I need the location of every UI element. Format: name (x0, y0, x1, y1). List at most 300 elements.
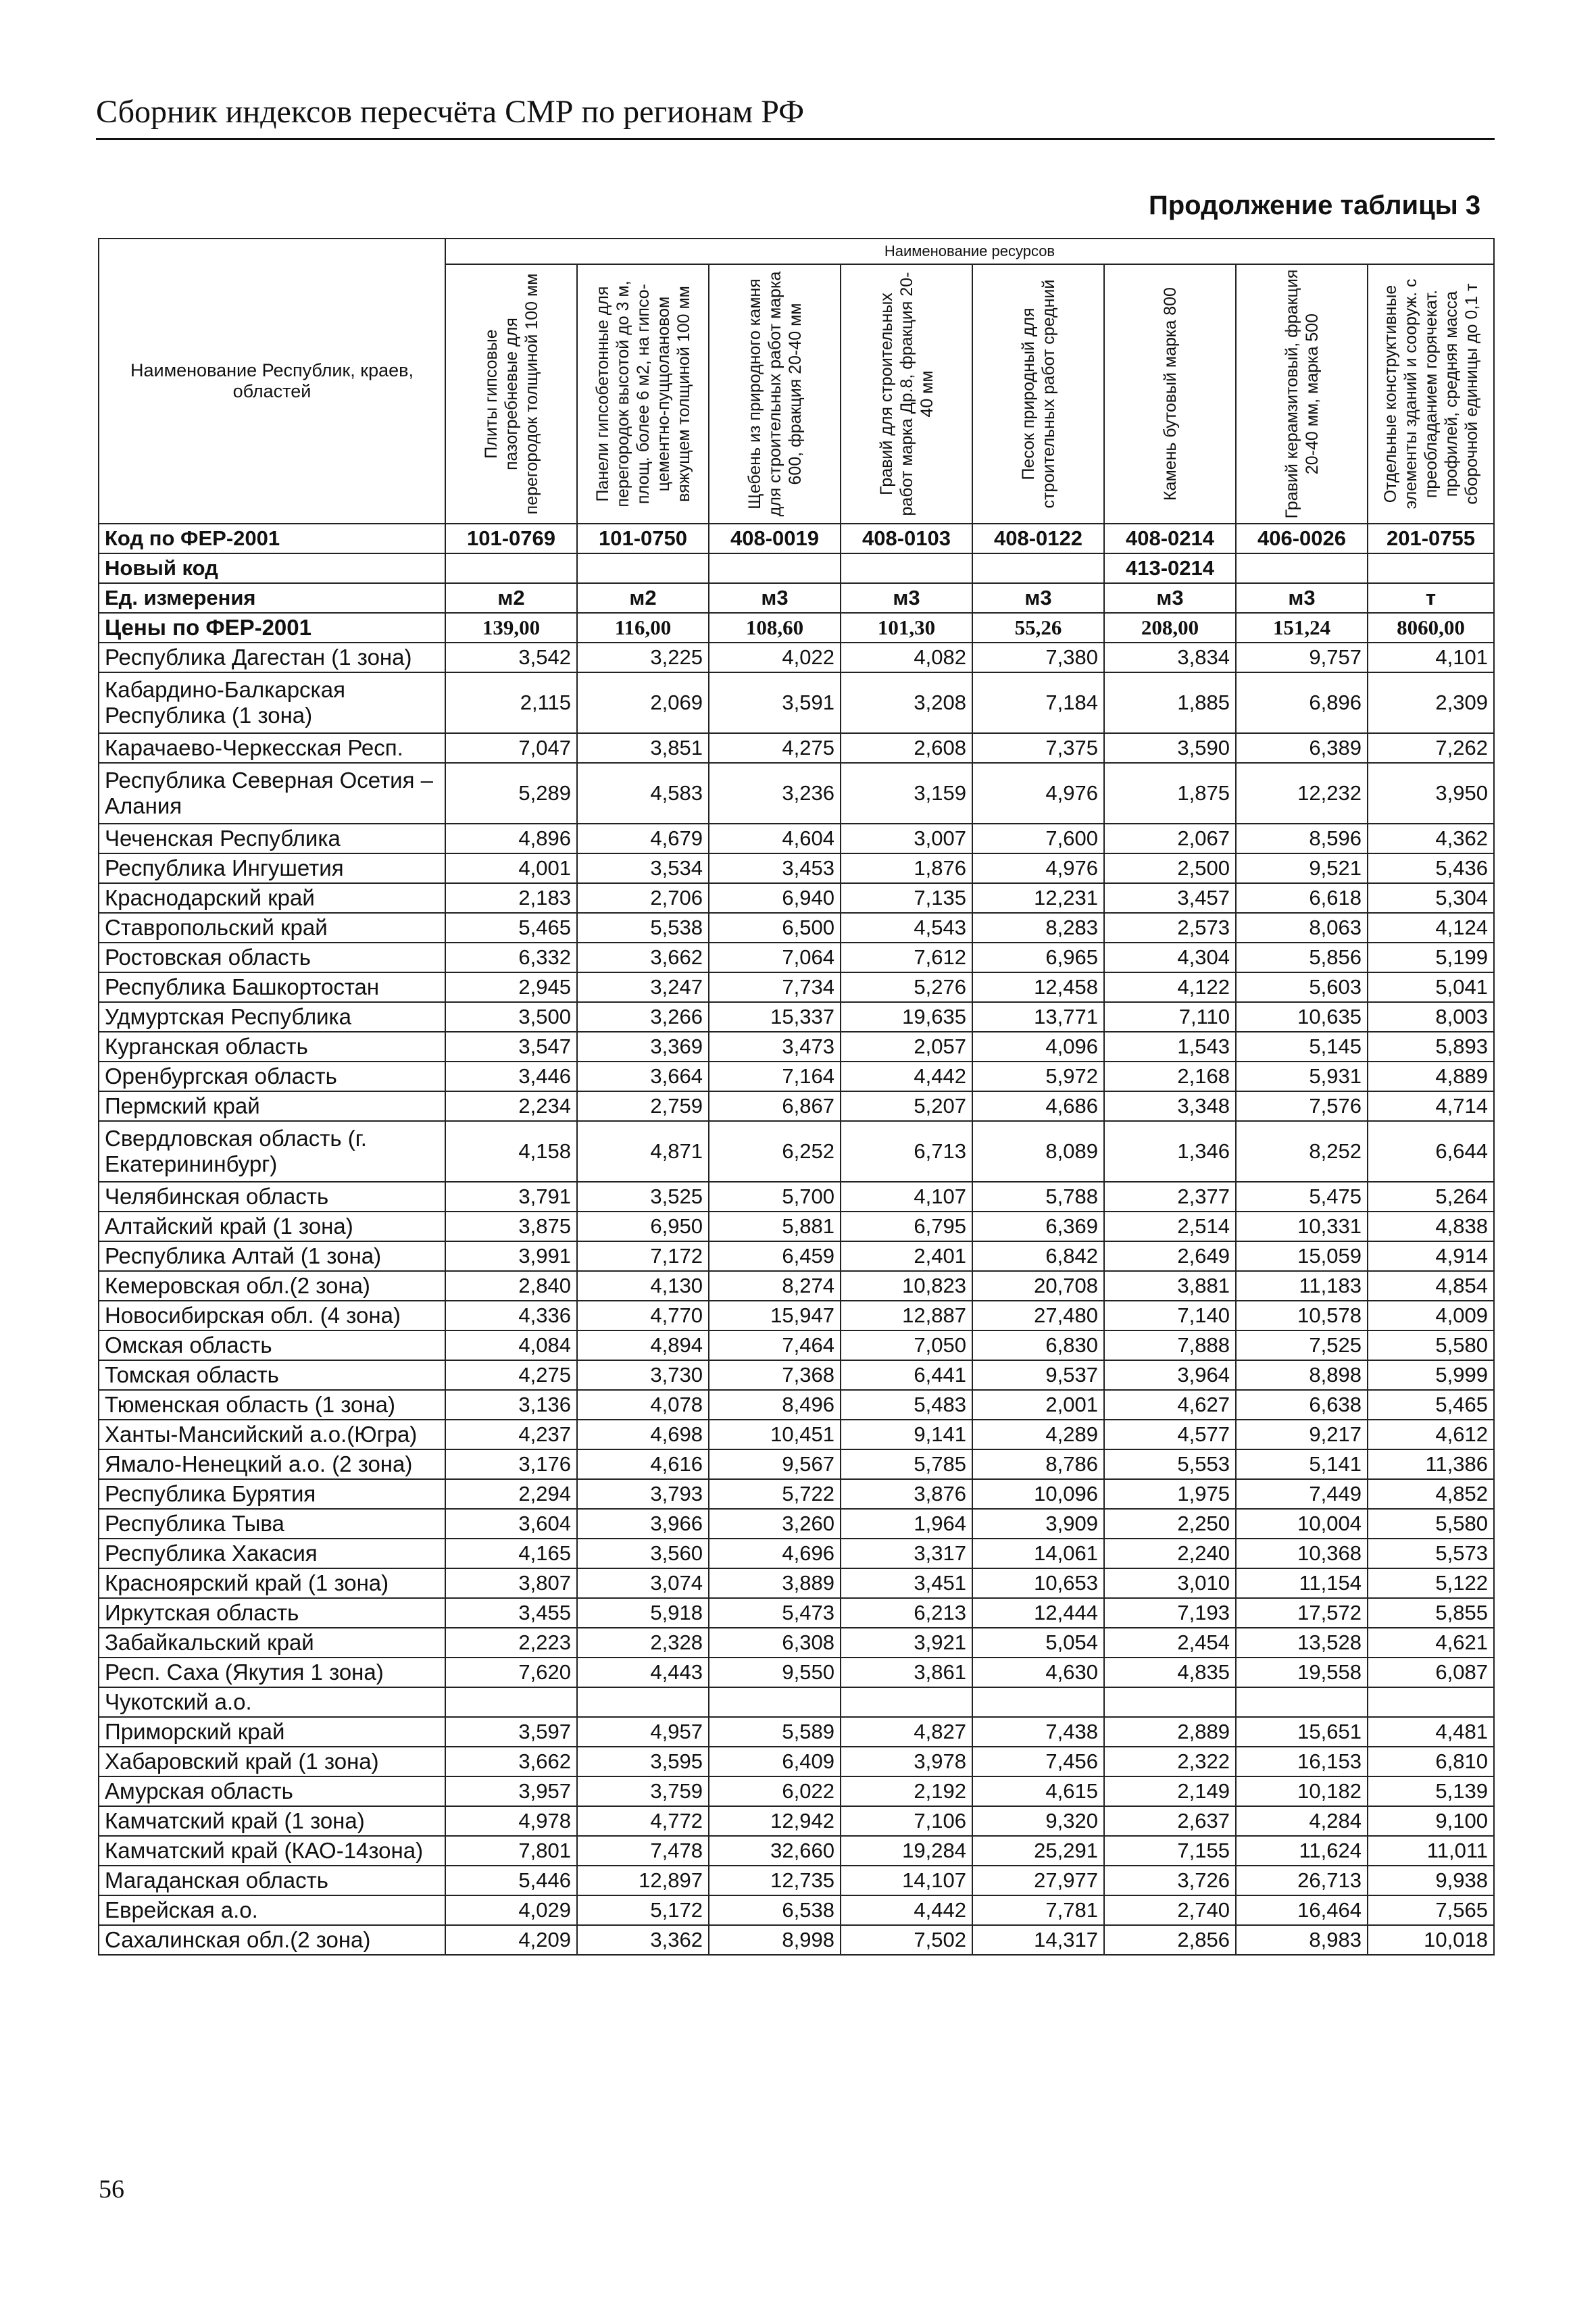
index-value-cell: 9,100 (1368, 1806, 1494, 1836)
index-value-cell: 5,304 (1368, 883, 1494, 913)
index-value-cell: 5,603 (1236, 972, 1368, 1002)
table-row (99, 1836, 1494, 1866)
index-value-cell: 12,458 (972, 972, 1104, 1002)
index-value-cell: 1,875 (1104, 763, 1236, 824)
fer-code-cell: 201-0755 (1368, 524, 1494, 553)
index-value-cell: 7,368 (709, 1360, 841, 1390)
region-name-header: Наименование Республик, краев, областей (99, 239, 445, 524)
index-value-cell: 3,604 (445, 1509, 577, 1539)
index-value-cell: 3,176 (445, 1449, 577, 1479)
index-value-cell: 2,759 (577, 1091, 709, 1121)
unit-label: Ед. измерения (99, 583, 445, 613)
region-name-cell: Республика Северная Осетия – Алания (99, 763, 445, 824)
region-name-cell: Камчатский край (КАО-14зона) (99, 1836, 445, 1866)
index-value-cell: 2,377 (1104, 1182, 1236, 1212)
index-value-cell: 5,538 (577, 913, 709, 943)
index-value-cell: 7,456 (972, 1747, 1104, 1776)
index-value-cell: 5,788 (972, 1182, 1104, 1212)
index-value-cell: 4,275 (445, 1360, 577, 1390)
index-value-cell: 6,500 (709, 913, 841, 943)
index-value-cell: 9,567 (709, 1449, 841, 1479)
index-value-cell: 9,320 (972, 1806, 1104, 1836)
index-value-cell: 2,057 (841, 1032, 972, 1062)
index-value-cell: 3,369 (577, 1032, 709, 1062)
index-value-cell: 4,852 (1368, 1479, 1494, 1509)
index-value-cell: 3,317 (841, 1539, 972, 1568)
table-row (99, 1925, 1494, 1955)
index-value-cell: 5,475 (1236, 1182, 1368, 1212)
index-value-cell: 4,009 (1368, 1301, 1494, 1330)
region-name-cell: Республика Дагестан (1 зона) (99, 643, 445, 672)
index-value-cell: 3,921 (841, 1628, 972, 1658)
index-value-cell: 6,213 (841, 1598, 972, 1628)
index-value-cell: 5,856 (1236, 943, 1368, 972)
region-name-cell: Амурская область (99, 1776, 445, 1806)
index-value-cell: 1,543 (1104, 1032, 1236, 1062)
index-value-cell: 6,369 (972, 1212, 1104, 1241)
index-value-cell: 5,573 (1368, 1539, 1494, 1568)
resource-column-header (841, 264, 972, 524)
table-row (99, 1509, 1494, 1539)
index-value-cell: 6,795 (841, 1212, 972, 1241)
index-value-cell: 32,660 (709, 1836, 841, 1866)
index-value-cell: 4,289 (972, 1420, 1104, 1449)
index-value-cell: 5,465 (445, 913, 577, 943)
index-value-cell: 4,082 (841, 643, 972, 672)
index-value-cell: 7,502 (841, 1925, 972, 1955)
region-name-cell: Челябинская область (99, 1182, 445, 1212)
index-value-cell: 8,089 (972, 1121, 1104, 1182)
index-value-cell: 3,260 (709, 1509, 841, 1539)
table-row (99, 1687, 1494, 1717)
index-value-cell: 3,074 (577, 1568, 709, 1598)
resource-column-header (1104, 264, 1236, 524)
index-value-cell: 3,791 (445, 1182, 577, 1212)
index-value-cell (709, 1687, 841, 1717)
index-value-cell: 7,172 (577, 1241, 709, 1271)
table-row (99, 1301, 1494, 1330)
table-row (99, 1002, 1494, 1032)
index-value-cell: 10,368 (1236, 1539, 1368, 1568)
index-value-cell: 2,322 (1104, 1747, 1236, 1776)
index-value-cell: 4,621 (1368, 1628, 1494, 1658)
index-value-cell: 3,455 (445, 1598, 577, 1628)
index-value-cell: 20,708 (972, 1271, 1104, 1301)
index-value-cell: 2,649 (1104, 1241, 1236, 1271)
table-row (99, 943, 1494, 972)
index-value-cell: 5,139 (1368, 1776, 1494, 1806)
table-row (99, 733, 1494, 763)
region-name-cell: Республика Бурятия (99, 1479, 445, 1509)
table-row (99, 1747, 1494, 1776)
price-cell: 101,30 (841, 613, 972, 643)
index-value-cell: 3,591 (709, 672, 841, 733)
new-code-cell (1236, 553, 1368, 583)
table-row (99, 853, 1494, 883)
index-value-cell: 3,451 (841, 1568, 972, 1598)
index-value-cell: 11,154 (1236, 1568, 1368, 1598)
index-value-cell: 2,608 (841, 733, 972, 763)
table-row (99, 1062, 1494, 1091)
index-value-cell: 2,250 (1104, 1509, 1236, 1539)
index-value-cell: 6,842 (972, 1241, 1104, 1271)
index-value-cell (1368, 1687, 1494, 1717)
new-code-cell (1368, 553, 1494, 583)
index-value-cell: 7,801 (445, 1836, 577, 1866)
table-row (99, 972, 1494, 1002)
index-value-cell: 3,876 (841, 1479, 972, 1509)
index-value-cell: 3,236 (709, 763, 841, 824)
resource-column-header (709, 264, 841, 524)
index-value-cell: 2,149 (1104, 1776, 1236, 1806)
index-value-cell: 4,914 (1368, 1241, 1494, 1271)
index-value-cell: 2,945 (445, 972, 577, 1002)
index-value-cell: 5,483 (841, 1390, 972, 1420)
index-value-cell: 4,714 (1368, 1091, 1494, 1121)
resource-column-title: Отдельные конструктивные элементы зданий и сооруж. с преобладанием горячекат. профилей, средняя масса сборочной единицы до 0,1 т (1380, 278, 1481, 509)
index-value-cell: 1,876 (841, 853, 972, 883)
index-value-cell: 5,207 (841, 1091, 972, 1121)
index-value-cell: 5,893 (1368, 1032, 1494, 1062)
region-name-cell: Респ. Саха (Якутия 1 зона) (99, 1658, 445, 1687)
index-value-cell: 3,950 (1368, 763, 1494, 824)
region-name-cell: Ставропольский край (99, 913, 445, 943)
index-value-cell: 10,182 (1236, 1776, 1368, 1806)
index-value-cell: 4,029 (445, 1895, 577, 1925)
index-value-cell: 7,375 (972, 733, 1104, 763)
index-value-cell: 13,771 (972, 1002, 1104, 1032)
index-value-cell: 3,966 (577, 1509, 709, 1539)
index-value-cell: 3,595 (577, 1747, 709, 1776)
region-name-cell: Свердловская область (г. Екатерининбург) (99, 1121, 445, 1182)
index-value-cell: 15,337 (709, 1002, 841, 1032)
index-value-cell: 10,096 (972, 1479, 1104, 1509)
index-value-cell: 6,965 (972, 943, 1104, 972)
resources-header: Наименование ресурсов (445, 239, 1494, 264)
price-cell: 8060,00 (1368, 613, 1494, 643)
resource-column-title: Камень бутовый марка 800 (1160, 287, 1180, 501)
index-value-cell: 4,442 (841, 1895, 972, 1925)
table-row (99, 1360, 1494, 1390)
index-value-cell: 6,308 (709, 1628, 841, 1658)
index-value-cell: 5,436 (1368, 853, 1494, 883)
index-value-cell: 5,553 (1104, 1449, 1236, 1479)
index-value-cell: 10,653 (972, 1568, 1104, 1598)
index-value-cell: 7,380 (972, 643, 1104, 672)
fer-code-cell: 408-0214 (1104, 524, 1236, 553)
table-row (99, 1121, 1494, 1182)
index-value-cell: 8,063 (1236, 913, 1368, 943)
index-value-cell: 2,309 (1368, 672, 1494, 733)
index-value-cell: 6,950 (577, 1212, 709, 1241)
index-value-cell: 12,444 (972, 1598, 1104, 1628)
index-value-cell: 7,734 (709, 972, 841, 1002)
index-value-cell: 19,558 (1236, 1658, 1368, 1687)
index-value-cell: 2,706 (577, 883, 709, 913)
index-value-cell: 9,521 (1236, 853, 1368, 883)
index-value-cell: 7,135 (841, 883, 972, 913)
resource-column-title: Щебень из природного камня для строительных работ марка 600, фракция 20-40 мм (745, 271, 805, 517)
index-value-cell: 4,577 (1104, 1420, 1236, 1449)
index-value-cell: 3,851 (577, 733, 709, 763)
index-value-cell: 4,827 (841, 1717, 972, 1747)
index-value-cell: 4,583 (577, 763, 709, 824)
index-value-cell: 3,889 (709, 1568, 841, 1598)
resource-column-header (1236, 264, 1368, 524)
index-value-cell: 7,464 (709, 1330, 841, 1360)
index-value-cell: 8,998 (709, 1925, 841, 1955)
index-value-cell: 14,107 (841, 1866, 972, 1895)
index-value-cell: 12,887 (841, 1301, 972, 1330)
table-row (99, 1776, 1494, 1806)
region-name-cell: Республика Ингушетия (99, 853, 445, 883)
table-row (99, 1091, 1494, 1121)
price-label: Цены по ФЕР-2001 (99, 613, 445, 643)
table-row (99, 643, 1494, 672)
index-value-cell: 6,867 (709, 1091, 841, 1121)
index-value-cell: 6,896 (1236, 672, 1368, 733)
price-cell: 151,24 (1236, 613, 1368, 643)
index-value-cell: 4,165 (445, 1539, 577, 1568)
index-value-cell: 5,473 (709, 1598, 841, 1628)
index-value-cell: 4,158 (445, 1121, 577, 1182)
index-value-cell: 25,291 (972, 1836, 1104, 1866)
index-value-cell: 3,457 (1104, 883, 1236, 913)
region-name-cell: Приморский край (99, 1717, 445, 1747)
index-value-cell: 7,140 (1104, 1301, 1236, 1330)
region-name-cell: Республика Тыва (99, 1509, 445, 1539)
index-value-cell: 4,078 (577, 1390, 709, 1420)
index-value-cell: 13,528 (1236, 1628, 1368, 1658)
table-row (99, 1539, 1494, 1568)
index-value-cell: 6,638 (1236, 1390, 1368, 1420)
resource-column-title: Гравий для строительных работ марка Др.8, фракция 20-40 мм (876, 272, 937, 516)
index-value-cell: 7,600 (972, 824, 1104, 853)
table-row (99, 1628, 1494, 1658)
index-value-cell: 4,001 (445, 853, 577, 883)
index-value-cell: 4,336 (445, 1301, 577, 1330)
region-name-cell: Красноярский край (1 зона) (99, 1568, 445, 1598)
index-value-cell: 4,698 (577, 1420, 709, 1449)
index-value-cell: 4,976 (972, 853, 1104, 883)
index-value-cell: 3,500 (445, 1002, 577, 1032)
index-value-cell: 9,141 (841, 1420, 972, 1449)
index-value-cell: 4,616 (577, 1449, 709, 1479)
region-name-cell: Магаданская область (99, 1866, 445, 1895)
index-value-cell: 4,101 (1368, 643, 1494, 672)
index-value-cell: 3,590 (1104, 733, 1236, 763)
fer-code-cell: 408-0103 (841, 524, 972, 553)
index-value-cell: 9,550 (709, 1658, 841, 1687)
table-row (99, 1390, 1494, 1420)
index-value-cell: 3,473 (709, 1032, 841, 1062)
index-value-cell: 5,122 (1368, 1568, 1494, 1598)
region-name-cell: Пермский край (99, 1091, 445, 1121)
fer-code-cell: 101-0769 (445, 524, 577, 553)
region-name-cell: Чукотский а.о. (99, 1687, 445, 1717)
page-number: 56 (99, 2175, 124, 2204)
index-value-cell: 16,464 (1236, 1895, 1368, 1925)
index-value-cell: 10,635 (1236, 1002, 1368, 1032)
index-value-cell: 4,772 (577, 1806, 709, 1836)
index-value-cell: 7,620 (445, 1658, 577, 1687)
index-value-cell: 3,834 (1104, 643, 1236, 672)
index-value-cell: 5,999 (1368, 1360, 1494, 1390)
index-value-cell: 7,781 (972, 1895, 1104, 1925)
index-value-cell: 4,096 (972, 1032, 1104, 1062)
region-name-cell: Тюменская область (1 зона) (99, 1390, 445, 1420)
index-value-cell: 4,130 (577, 1271, 709, 1301)
region-name-cell: Томская область (99, 1360, 445, 1390)
index-value-cell: 9,757 (1236, 643, 1368, 672)
index-value-cell: 6,644 (1368, 1121, 1494, 1182)
index-value-cell: 10,451 (709, 1420, 841, 1449)
index-value-cell: 5,785 (841, 1449, 972, 1479)
index-value-cell: 4,615 (972, 1776, 1104, 1806)
unit-cell: м2 (577, 583, 709, 613)
table-row (99, 1658, 1494, 1687)
index-value-cell: 2,069 (577, 672, 709, 733)
resource-column-title: Гравий керамзитовый, фракция 20-40 мм, марка 500 (1282, 269, 1322, 519)
index-value-cell: 8,283 (972, 913, 1104, 943)
index-value-cell: 27,977 (972, 1866, 1104, 1895)
index-value-cell: 19,635 (841, 1002, 972, 1032)
index-value-cell: 3,957 (445, 1776, 577, 1806)
index-value-cell: 3,159 (841, 763, 972, 824)
resource-column-header (1368, 264, 1494, 524)
index-value-cell: 4,978 (445, 1806, 577, 1836)
index-value-cell: 3,726 (1104, 1866, 1236, 1895)
index-value-cell: 6,713 (841, 1121, 972, 1182)
index-value-cell: 3,664 (577, 1062, 709, 1091)
index-value-cell: 15,059 (1236, 1241, 1368, 1271)
index-value-cell: 6,441 (841, 1360, 972, 1390)
index-value-cell: 5,855 (1368, 1598, 1494, 1628)
index-value-cell: 1,964 (841, 1509, 972, 1539)
region-name-cell: Новосибирская обл. (4 зона) (99, 1301, 445, 1330)
index-value-cell: 5,172 (577, 1895, 709, 1925)
index-value-cell: 14,317 (972, 1925, 1104, 1955)
index-value-cell: 2,240 (1104, 1539, 1236, 1568)
index-value-cell: 4,894 (577, 1330, 709, 1360)
index-value-cell: 4,362 (1368, 824, 1494, 853)
index-value-cell: 7,050 (841, 1330, 972, 1360)
region-name-cell: Сахалинская обл.(2 зона) (99, 1925, 445, 1955)
table-row (99, 1182, 1494, 1212)
index-value-cell: 5,041 (1368, 972, 1494, 1002)
index-value-cell: 8,898 (1236, 1360, 1368, 1390)
index-value-cell: 6,389 (1236, 733, 1368, 763)
index-value-cell: 7,184 (972, 672, 1104, 733)
index-value-cell: 10,004 (1236, 1509, 1368, 1539)
index-value-cell: 14,061 (972, 1539, 1104, 1568)
index-value-cell: 5,580 (1368, 1509, 1494, 1539)
index-value-cell: 26,713 (1236, 1866, 1368, 1895)
index-value-cell: 12,897 (577, 1866, 709, 1895)
index-value-cell: 7,478 (577, 1836, 709, 1866)
index-value-cell: 11,183 (1236, 1271, 1368, 1301)
index-value-cell: 5,289 (445, 763, 577, 824)
index-value-cell: 3,662 (577, 943, 709, 972)
region-name-cell: Ямало-Ненецкий а.о. (2 зона) (99, 1449, 445, 1479)
index-value-cell: 3,991 (445, 1241, 577, 1271)
index-value-cell: 3,007 (841, 824, 972, 853)
index-value-cell: 3,208 (841, 672, 972, 733)
index-value-cell: 9,537 (972, 1360, 1104, 1390)
price-cell: 116,00 (577, 613, 709, 643)
index-value-cell: 8,252 (1236, 1121, 1368, 1182)
index-value-cell: 1,346 (1104, 1121, 1236, 1182)
index-value-cell: 5,276 (841, 972, 972, 1002)
index-value-cell: 10,331 (1236, 1212, 1368, 1241)
index-value-cell: 4,481 (1368, 1717, 1494, 1747)
region-name-cell: Забайкальский край (99, 1628, 445, 1658)
resource-column-title: Песок природный для строительных работ средний (1018, 279, 1058, 509)
document-header-title: Сборник индексов пересчёта СМР по регионам РФ (96, 94, 804, 130)
table-row (99, 1806, 1494, 1836)
index-value-cell: 4,022 (709, 643, 841, 672)
index-value-cell: 5,145 (1236, 1032, 1368, 1062)
index-value-cell: 7,888 (1104, 1330, 1236, 1360)
index-value-cell: 7,565 (1368, 1895, 1494, 1925)
index-value-cell: 7,155 (1104, 1836, 1236, 1866)
index-value-cell: 15,651 (1236, 1717, 1368, 1747)
unit-cell: м3 (972, 583, 1104, 613)
index-value-cell: 4,604 (709, 824, 841, 853)
index-value-cell: 2,168 (1104, 1062, 1236, 1091)
index-value-cell: 3,909 (972, 1509, 1104, 1539)
index-value-cell: 6,087 (1368, 1658, 1494, 1687)
index-value-cell: 4,275 (709, 733, 841, 763)
region-name-cell: Краснодарский край (99, 883, 445, 913)
new-code-cell (445, 553, 577, 583)
index-value-cell: 5,264 (1368, 1182, 1494, 1212)
index-value-cell: 7,576 (1236, 1091, 1368, 1121)
unit-cell: м3 (1104, 583, 1236, 613)
index-value-cell: 4,124 (1368, 913, 1494, 943)
index-value-cell: 3,010 (1104, 1568, 1236, 1598)
index-value-cell: 5,580 (1368, 1330, 1494, 1360)
region-name-cell: Омская область (99, 1330, 445, 1360)
index-value-cell: 7,525 (1236, 1330, 1368, 1360)
index-value-cell: 2,573 (1104, 913, 1236, 943)
price-cell: 139,00 (445, 613, 577, 643)
index-value-cell: 3,136 (445, 1390, 577, 1420)
index-value-cell: 2,637 (1104, 1806, 1236, 1836)
fer-code-cell: 101-0750 (577, 524, 709, 553)
index-value-cell: 5,446 (445, 1866, 577, 1895)
index-value-cell: 3,225 (577, 643, 709, 672)
index-value-cell: 3,881 (1104, 1271, 1236, 1301)
table-row (99, 1271, 1494, 1301)
index-value-cell: 3,730 (577, 1360, 709, 1390)
index-value-cell: 19,284 (841, 1836, 972, 1866)
index-value-cell (445, 1687, 577, 1717)
index-value-cell: 6,618 (1236, 883, 1368, 913)
unit-cell: м3 (1236, 583, 1368, 613)
index-value-cell: 16,153 (1236, 1747, 1368, 1776)
index-value-cell: 3,542 (445, 643, 577, 672)
index-value-cell: 4,686 (972, 1091, 1104, 1121)
index-value-cell: 3,875 (445, 1212, 577, 1241)
index-value-cell: 6,940 (709, 883, 841, 913)
region-name-cell: Оренбургская область (99, 1062, 445, 1091)
table-row (99, 824, 1494, 853)
index-value-cell: 6,538 (709, 1895, 841, 1925)
index-value-cell: 4,889 (1368, 1062, 1494, 1091)
region-name-cell: Курганская область (99, 1032, 445, 1062)
index-value-cell: 3,525 (577, 1182, 709, 1212)
